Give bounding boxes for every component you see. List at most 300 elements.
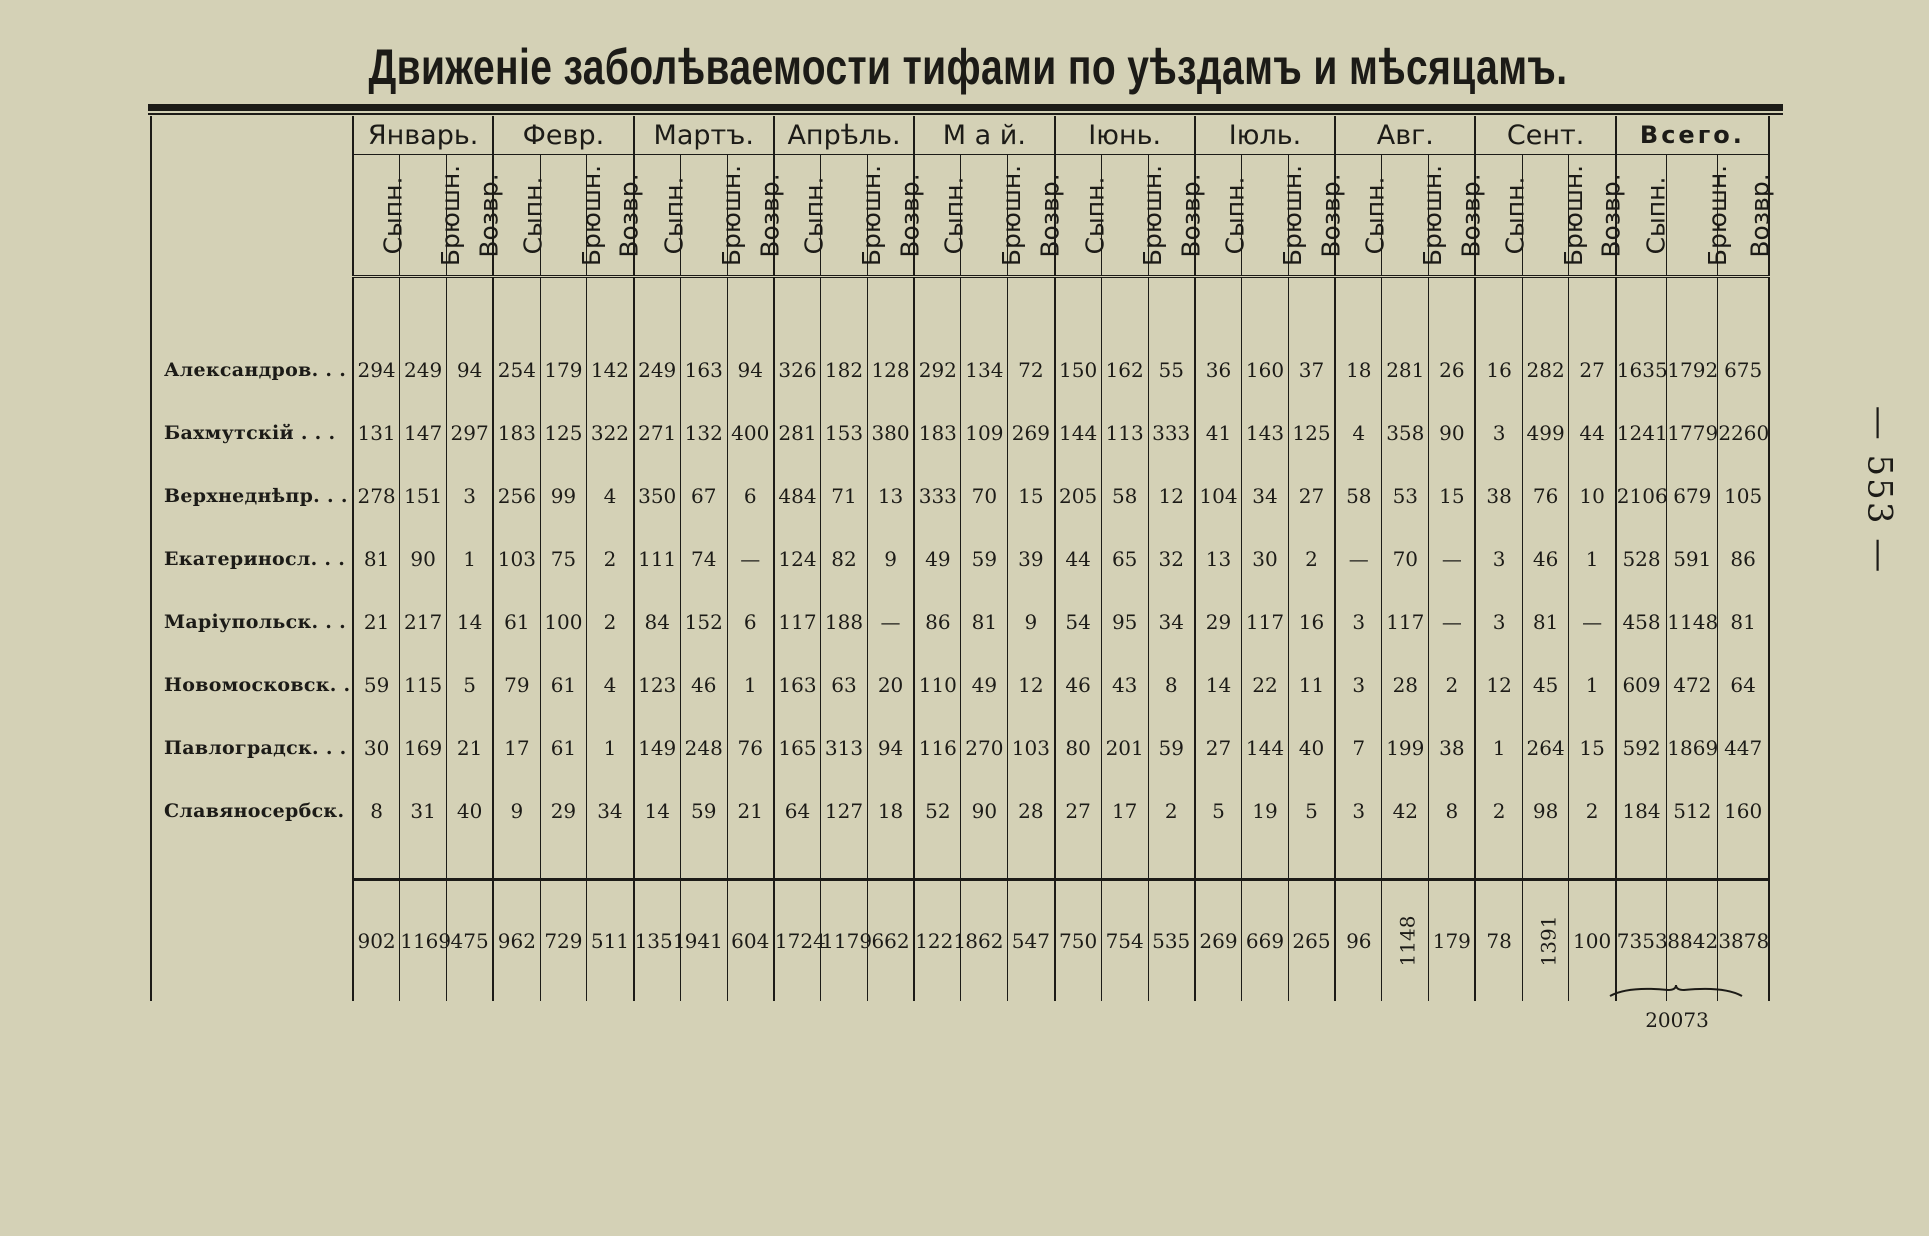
total-cell: 100: [1569, 880, 1616, 1002]
sub-header: [1522, 155, 1588, 277]
spacer-cell: [446, 277, 493, 339]
table-cell: 2: [587, 590, 634, 653]
sub-header-label: Возвр.: [1456, 172, 1486, 258]
table-cell: 46: [680, 653, 727, 716]
table-cell: 76: [1522, 464, 1569, 527]
spacer-row: [151, 277, 1769, 339]
table-cell: 80: [1055, 716, 1102, 779]
table-cell: 2260: [1718, 401, 1769, 464]
spacer-cell: [961, 842, 1008, 880]
table-cell: 162: [1101, 338, 1148, 401]
table-cell: 70: [961, 464, 1008, 527]
table-cell: 297: [446, 401, 493, 464]
totals-label: [151, 880, 353, 1002]
table-cell: 81: [961, 590, 1008, 653]
sub-header-label: Брюшн.: [1137, 164, 1167, 266]
table-cell: 3: [1335, 779, 1382, 842]
table-row: [151, 401, 1769, 464]
table-cell: 183: [493, 401, 540, 464]
table-cell: 2: [1288, 527, 1335, 590]
table-cell: 26: [1429, 338, 1476, 401]
table-cell: 4: [1335, 401, 1382, 464]
total-cell: 78: [1475, 880, 1522, 1002]
table-cell: 104: [1195, 464, 1242, 527]
total-cell: 662: [867, 880, 914, 1002]
table-cell: 39: [1008, 527, 1055, 590]
month-header: Авг.: [1335, 116, 1475, 155]
table-cell: 592: [1616, 716, 1667, 779]
table-cell: 30: [1242, 527, 1289, 590]
sub-header: [1242, 155, 1308, 277]
table-row: [151, 590, 1769, 653]
table-cell: 160: [1242, 338, 1289, 401]
month-header: Іюль.: [1195, 116, 1335, 155]
table-cell: 270: [961, 716, 1008, 779]
month-header: Февр.: [493, 116, 633, 155]
table-cell: 144: [1055, 401, 1102, 464]
sub-header: [493, 155, 548, 277]
table-cell: 458: [1616, 590, 1667, 653]
table-cell: —: [867, 590, 914, 653]
spacer-cell: [1195, 277, 1242, 339]
table-cell: 248: [680, 716, 727, 779]
sub-header: [680, 155, 746, 277]
table-cell: 278: [353, 464, 400, 527]
table-cell: 14: [634, 779, 681, 842]
spacer-cell: [914, 277, 961, 339]
table-cell: 86: [914, 590, 961, 653]
spacer-cell: [634, 842, 681, 880]
spacer-cell: [634, 277, 681, 339]
sub-header-label: Брюшн.: [716, 164, 746, 266]
total-cell: 669: [1242, 880, 1289, 1002]
spacer-cell: [540, 842, 587, 880]
spacer-cell: [493, 842, 540, 880]
district-name: Верхнеднѣпр. . .: [151, 464, 353, 527]
table-cell: 103: [1008, 716, 1055, 779]
table-cell: 17: [493, 716, 540, 779]
table-cell: 184: [1616, 779, 1667, 842]
table-cell: 84: [634, 590, 681, 653]
table-cell: 40: [1288, 716, 1335, 779]
table-cell: 281: [1382, 338, 1429, 401]
sub-header-label: Возвр.: [755, 172, 785, 258]
table-cell: 61: [540, 653, 587, 716]
table-cell: 38: [1475, 464, 1522, 527]
table-cell: 21: [353, 590, 400, 653]
table-cell: 9: [493, 779, 540, 842]
table-cell: —: [727, 527, 774, 590]
total-cell: 1169: [400, 880, 447, 1002]
table-cell: 512: [1667, 779, 1718, 842]
table-cell: 292: [914, 338, 961, 401]
sub-header: [1055, 155, 1109, 277]
total-cell: 3878: [1718, 880, 1769, 1002]
table-cell: 117: [774, 590, 821, 653]
table-row: [151, 653, 1769, 716]
table-cell: 12: [1008, 653, 1055, 716]
spacer-cell: [1008, 277, 1055, 339]
title-rule: [148, 104, 1783, 111]
sub-header: [821, 155, 887, 277]
district-name: Бахмутскій . . .: [151, 401, 353, 464]
table-cell: 117: [1242, 590, 1289, 653]
table-cell: 149: [634, 716, 681, 779]
table-cell: 82: [821, 527, 868, 590]
spacer-cell: [1569, 277, 1616, 339]
sub-header: [1335, 155, 1390, 277]
table-cell: 179: [540, 338, 587, 401]
total-value: 1391: [1536, 915, 1561, 967]
table-cell: 125: [1288, 401, 1335, 464]
table-cell: 333: [914, 464, 961, 527]
table-cell: 3: [1475, 590, 1522, 653]
total-cell: 902: [353, 880, 400, 1002]
table-cell: 53: [1382, 464, 1429, 527]
table-cell: 254: [493, 338, 540, 401]
table-cell: 81: [1718, 590, 1769, 653]
spacer-cell: [821, 842, 868, 880]
table-cell: 30: [353, 716, 400, 779]
sub-header: [1718, 155, 1775, 277]
sub-header: [1288, 155, 1346, 277]
table-cell: 1148: [1667, 590, 1718, 653]
sub-header-label: Сыпн.: [1641, 176, 1671, 254]
table-cell: 124: [774, 527, 821, 590]
table-cell: 249: [634, 338, 681, 401]
table-cell: 4: [587, 653, 634, 716]
table-cell: 15: [1569, 716, 1616, 779]
sub-header: [961, 155, 1027, 277]
spacer-cell: [400, 277, 447, 339]
sub-header-label: Брюшн.: [997, 164, 1027, 266]
sub-header-label: Брюшн.: [576, 164, 606, 266]
sub-header: [727, 155, 785, 277]
spacer-cell: [1148, 277, 1195, 339]
table-cell: 113: [1101, 401, 1148, 464]
table-cell: 169: [400, 716, 447, 779]
totals-row: [151, 880, 1769, 1002]
spacer-cell: [353, 277, 400, 339]
table-cell: 1792: [1667, 338, 1718, 401]
table-cell: 380: [867, 401, 914, 464]
table-cell: 11: [1288, 653, 1335, 716]
sub-header: [867, 155, 925, 277]
table-cell: 99: [540, 464, 587, 527]
table-cell: 117: [1382, 590, 1429, 653]
table-cell: 55: [1148, 338, 1195, 401]
spacer-cell: [867, 277, 914, 339]
table-cell: 110: [914, 653, 961, 716]
table-cell: 71: [821, 464, 868, 527]
sub-header-label: Возвр.: [1597, 172, 1627, 258]
table-cell: 21: [446, 716, 493, 779]
spacer-cell: [1055, 277, 1102, 339]
table-cell: 2: [1569, 779, 1616, 842]
spacer-cell: [1195, 842, 1242, 880]
table-cell: 94: [446, 338, 493, 401]
table-row: [151, 527, 1769, 590]
table-cell: 17: [1101, 779, 1148, 842]
table-cell: 44: [1569, 401, 1616, 464]
table-cell: 125: [540, 401, 587, 464]
table-cell: 29: [540, 779, 587, 842]
table-cell: 16: [1475, 338, 1522, 401]
table-cell: 264: [1522, 716, 1569, 779]
table-cell: 152: [680, 590, 727, 653]
table-cell: 18: [1335, 338, 1382, 401]
table-cell: 5: [446, 653, 493, 716]
table-cell: 20: [867, 653, 914, 716]
table-cell: 1: [446, 527, 493, 590]
spacer-cell: [1667, 277, 1718, 339]
sub-header: [774, 155, 829, 277]
table-cell: 27: [1055, 779, 1102, 842]
total-cell: 547: [1008, 880, 1055, 1002]
table-cell: 313: [821, 716, 868, 779]
table-cell: 8: [1429, 779, 1476, 842]
total-header: Всего.: [1616, 116, 1769, 155]
sub-header: [1382, 155, 1448, 277]
table-cell: 151: [400, 464, 447, 527]
table-cell: 19: [1242, 779, 1289, 842]
table-cell: 37: [1288, 338, 1335, 401]
table-cell: 5: [1288, 779, 1335, 842]
table-cell: 5: [1195, 779, 1242, 842]
table-cell: 94: [867, 716, 914, 779]
table-cell: 1635: [1616, 338, 1667, 401]
total-cell: [1382, 880, 1429, 1002]
table-cell: 8: [1148, 653, 1195, 716]
table-cell: 72: [1008, 338, 1055, 401]
table-cell: 128: [867, 338, 914, 401]
table-cell: 27: [1195, 716, 1242, 779]
page-title: Движеніе заболѣваемости тифами по уѣздамъ и мѣсяцамъ.: [368, 39, 1568, 95]
table-cell: 163: [680, 338, 727, 401]
table-cell: 131: [353, 401, 400, 464]
table-cell: 183: [914, 401, 961, 464]
sub-header: [634, 155, 688, 277]
table-cell: 59: [680, 779, 727, 842]
table-cell: 76: [727, 716, 774, 779]
total-cell: 1724: [774, 880, 821, 1002]
spacer-cell: [446, 842, 493, 880]
table-cell: 90: [400, 527, 447, 590]
total-cell: 475: [446, 880, 493, 1002]
table-cell: 358: [1382, 401, 1429, 464]
table-cell: 163: [774, 653, 821, 716]
table-cell: 322: [587, 401, 634, 464]
table-cell: 81: [1522, 590, 1569, 653]
table-cell: 199: [1382, 716, 1429, 779]
sub-header-label: Брюшн.: [1278, 164, 1308, 266]
sub-header-label: Сыпн.: [939, 176, 969, 254]
table-cell: 13: [1195, 527, 1242, 590]
table-cell: 103: [493, 527, 540, 590]
table-cell: 61: [493, 590, 540, 653]
month-header-row: [151, 116, 1769, 155]
table-cell: 2: [1475, 779, 1522, 842]
table-cell: 45: [1522, 653, 1569, 716]
table-cell: 34: [1242, 464, 1289, 527]
table-row: [151, 716, 1769, 779]
table-cell: 95: [1101, 590, 1148, 653]
table-cell: 16: [1288, 590, 1335, 653]
spacer-cell: [1008, 842, 1055, 880]
table-cell: 205: [1055, 464, 1102, 527]
table-cell: 132: [680, 401, 727, 464]
table-cell: 43: [1101, 653, 1148, 716]
table-cell: 1: [587, 716, 634, 779]
table-cell: 79: [493, 653, 540, 716]
table-cell: 1: [1569, 653, 1616, 716]
table-cell: 147: [400, 401, 447, 464]
spacer-cell: [1522, 842, 1569, 880]
table-cell: 217: [400, 590, 447, 653]
sub-header: [1667, 155, 1733, 277]
spacer-cell: [1242, 277, 1289, 339]
table-cell: 326: [774, 338, 821, 401]
spacer-cell: [1335, 277, 1382, 339]
table-cell: 4: [587, 464, 634, 527]
table-cell: 294: [353, 338, 400, 401]
sub-header: [1008, 155, 1065, 277]
table-cell: 679: [1667, 464, 1718, 527]
table-cell: 3: [446, 464, 493, 527]
table-cell: 28: [1008, 779, 1055, 842]
total-cell: 7353: [1616, 880, 1667, 1002]
spacer-cell: [1718, 277, 1769, 339]
table-cell: 142: [587, 338, 634, 401]
total-value: 1148: [1395, 915, 1420, 967]
spacer-cell: [821, 277, 868, 339]
total-cell: 941: [680, 880, 727, 1002]
total-cell: 754: [1101, 880, 1148, 1002]
spacer-cell: [1429, 842, 1476, 880]
table-cell: 13: [867, 464, 914, 527]
sub-header-label: Сыпн.: [1360, 176, 1390, 254]
table-cell: 15: [1429, 464, 1476, 527]
table-cell: 44: [1055, 527, 1102, 590]
table-cell: 127: [821, 779, 868, 842]
spacer-cell: [151, 842, 353, 880]
table-cell: 1: [1475, 716, 1522, 779]
table-cell: 269: [1008, 401, 1055, 464]
table-cell: 58: [1101, 464, 1148, 527]
total-cell: 269: [1195, 880, 1242, 1002]
title-rule-thin: [148, 113, 1783, 115]
spacer-cell: [1475, 842, 1522, 880]
spacer-cell: [1475, 277, 1522, 339]
grand-total: 20073: [1645, 1008, 1709, 1032]
table-cell: 49: [961, 653, 1008, 716]
table-cell: 7: [1335, 716, 1382, 779]
table-cell: 74: [680, 527, 727, 590]
spacer-cell: [353, 842, 400, 880]
sub-header-label: Возвр.: [474, 172, 504, 258]
spacer-cell: [1382, 842, 1429, 880]
spacer-cell: [727, 277, 774, 339]
table-cell: 46: [1522, 527, 1569, 590]
table-cell: 111: [634, 527, 681, 590]
table-cell: 67: [680, 464, 727, 527]
spacer-cell: [1101, 842, 1148, 880]
table-cell: 271: [634, 401, 681, 464]
sub-header: [1616, 155, 1671, 277]
table-cell: 34: [587, 779, 634, 842]
sub-header: [1569, 155, 1627, 277]
table-cell: 98: [1522, 779, 1569, 842]
table-cell: 528: [1616, 527, 1667, 590]
table-cell: 12: [1148, 464, 1195, 527]
table-cell: 6: [727, 590, 774, 653]
table-cell: 201: [1101, 716, 1148, 779]
month-header: Апрѣль.: [774, 116, 914, 155]
sub-header: [587, 155, 644, 277]
spacer-cell: [1242, 842, 1289, 880]
district-header: [151, 116, 353, 277]
total-cell: 750: [1055, 880, 1102, 1002]
sub-header-label: Брюшн.: [1703, 164, 1733, 266]
sub-header-row: [151, 155, 1769, 277]
sub-header-label: Сыпн.: [1079, 176, 1109, 254]
spacer-cell: [867, 842, 914, 880]
spacer-cell: [1429, 277, 1476, 339]
table-cell: 116: [914, 716, 961, 779]
table-cell: 65: [1101, 527, 1148, 590]
table-cell: 1779: [1667, 401, 1718, 464]
sub-header-label: Брюшн.: [1558, 164, 1588, 266]
spacer-cell: [774, 277, 821, 339]
table-cell: 64: [1718, 653, 1769, 716]
total-brace: [1608, 984, 1744, 998]
total-cell: 96: [1335, 880, 1382, 1002]
table-cell: 9: [867, 527, 914, 590]
table-cell: 9: [1008, 590, 1055, 653]
total-cell: [1522, 880, 1569, 1002]
sub-header-label: Возвр.: [1745, 172, 1775, 258]
table-cell: 41: [1195, 401, 1242, 464]
sub-header-label: Возвр.: [614, 172, 644, 258]
total-cell: 1221: [914, 880, 961, 1002]
total-cell: 729: [540, 880, 587, 1002]
month-header: Іюнь.: [1055, 116, 1195, 155]
table-cell: 63: [821, 653, 868, 716]
table-cell: 42: [1382, 779, 1429, 842]
table-cell: 160: [1718, 779, 1769, 842]
sub-header-label: Брюшн.: [436, 164, 466, 266]
table-cell: 86: [1718, 527, 1769, 590]
table-cell: 1869: [1667, 716, 1718, 779]
table-cell: 59: [1148, 716, 1195, 779]
table-cell: 281: [774, 401, 821, 464]
spacer-cell: [587, 277, 634, 339]
table-cell: 3: [1335, 653, 1382, 716]
table-cell: 28: [1382, 653, 1429, 716]
month-header: Январь.: [353, 116, 493, 155]
table-cell: 61: [540, 716, 587, 779]
table-cell: 15: [1008, 464, 1055, 527]
sub-header-label: Сыпн.: [378, 176, 408, 254]
table-cell: 447: [1718, 716, 1769, 779]
table-cell: 499: [1522, 401, 1569, 464]
table-cell: —: [1569, 590, 1616, 653]
district-name: Екатериносл. . .: [151, 527, 353, 590]
table-cell: 64: [774, 779, 821, 842]
spacer-cell: [914, 842, 961, 880]
table-cell: 400: [727, 401, 774, 464]
table-row: [151, 779, 1769, 842]
